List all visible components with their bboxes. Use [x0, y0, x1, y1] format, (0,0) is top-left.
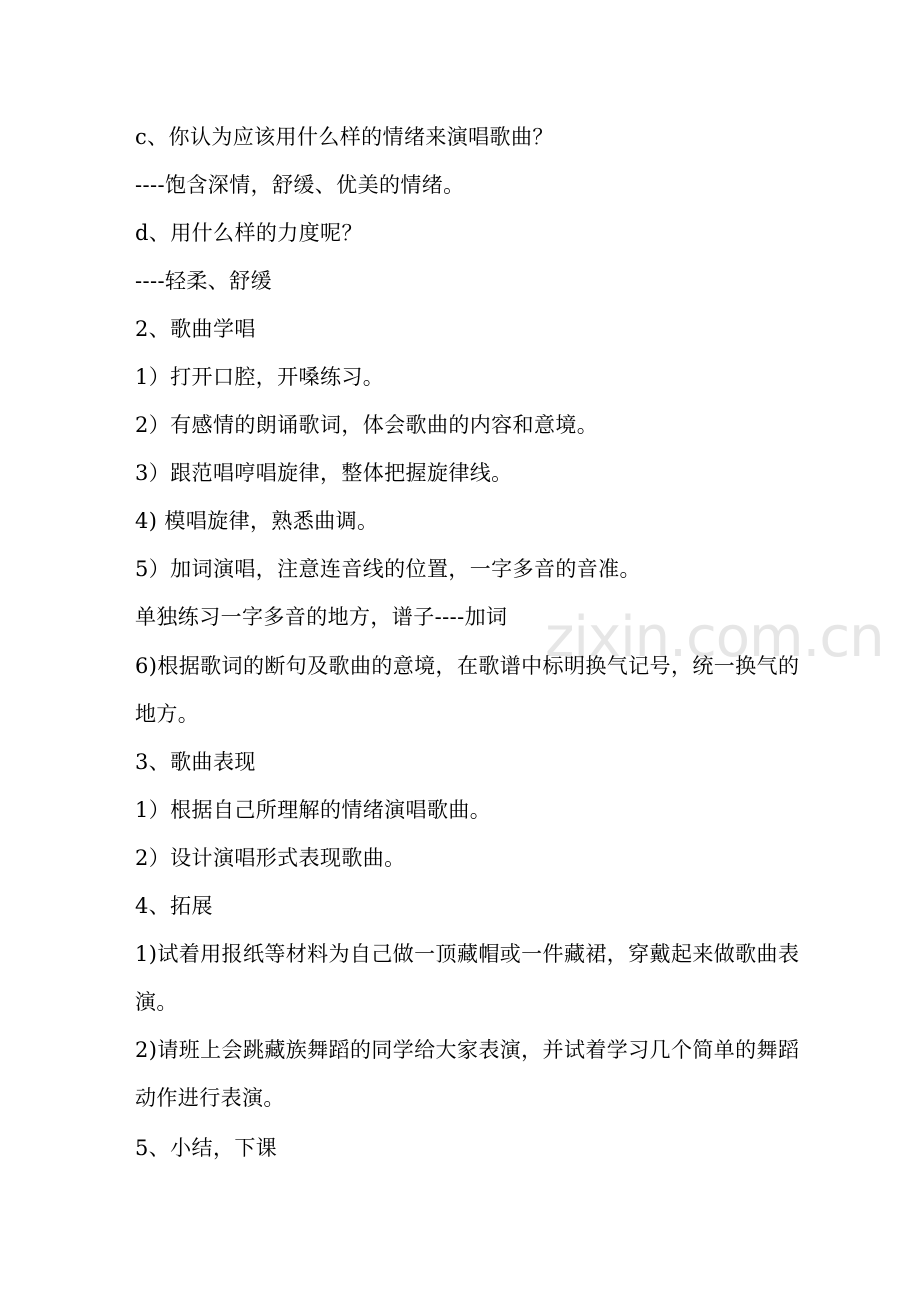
text-line: ----轻柔、舒缓 — [135, 269, 272, 293]
text-line: 演。 — [135, 990, 178, 1014]
text-line: 2)请班上会跳藏族舞蹈的同学给大家表演，并试着学习几个简单的舞蹈 — [135, 1038, 800, 1062]
section-heading: 2、歌曲学唱 — [135, 317, 256, 341]
text-line: 5）加词演唱，注意连音线的位置，一字多音的音准。 — [135, 557, 641, 581]
text-line: 4) 模唱旋律，熟悉曲调。 — [135, 509, 379, 533]
text-line: 6)根据歌词的断句及歌曲的意境，在歌谱中标明换气记号，统一换气的 — [135, 654, 800, 678]
text-line: 动作进行表演。 — [135, 1086, 285, 1110]
section-heading: 4、拓展 — [135, 894, 213, 918]
text-line: 1）根据自己所理解的情绪演唱歌曲。 — [135, 798, 492, 822]
text-line: 3）跟范唱哼唱旋律，整体把握旋律线。 — [135, 461, 513, 485]
text-line: 1)试着用报纸等材料为自己做一顶藏帽或一件藏裙，穿戴起来做歌曲表 — [135, 942, 800, 966]
section-heading: 5、小结，下课 — [135, 1136, 278, 1160]
text-line: 1）打开口腔，开嗓练习。 — [135, 365, 385, 389]
text-line: 2）设计演唱形式表现歌曲。 — [135, 846, 406, 870]
watermark: zixin.com.cn — [545, 605, 884, 670]
text-line: 2）有感情的朗诵歌词，体会歌曲的内容和意境。 — [135, 413, 599, 437]
text-line: 地方。 — [135, 702, 200, 726]
text-line: d、用什么样的力度呢？ — [135, 221, 363, 245]
section-heading: 3、歌曲表现 — [135, 750, 256, 774]
text-line: 单独练习一字多音的地方，谱子----加词 — [135, 605, 508, 629]
text-line: ----饱含深情，舒缓、优美的情绪。 — [135, 173, 465, 197]
text-line: c、你认为应该用什么样的情绪来演唱歌曲？ — [135, 125, 554, 149]
